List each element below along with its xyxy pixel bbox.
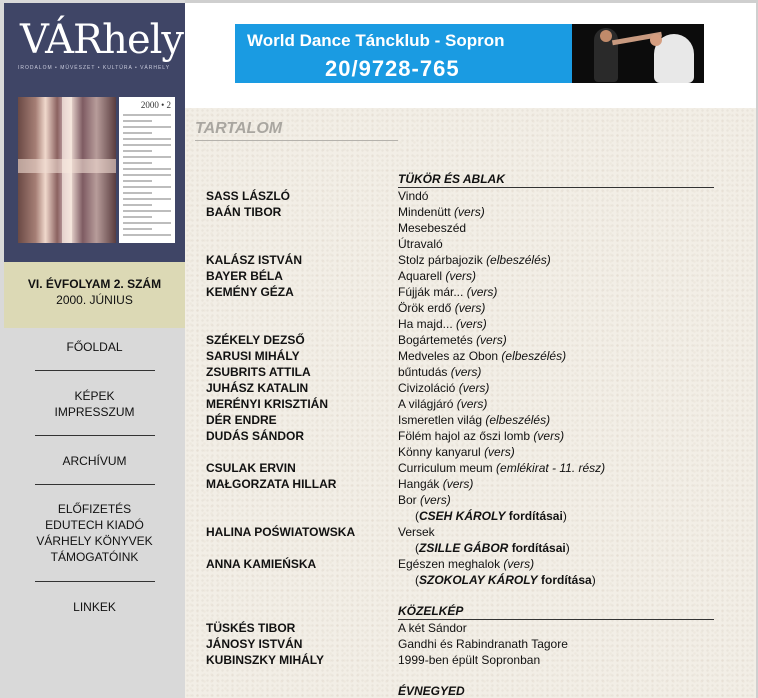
toc-author: JÁNOSY ISTVÁN: [206, 637, 303, 651]
toc-work-link[interactable]: Civizoláció (vers): [398, 381, 490, 395]
toc-heading: TARTALOM: [195, 120, 283, 137]
toc-work-link[interactable]: Curriculum meum (emlékirat - 11. rész): [398, 461, 606, 475]
toc-work-link[interactable]: Vindó: [398, 189, 429, 203]
toc-author: MERÉNYI KRISZTIÁN: [206, 397, 329, 411]
banner-title: World Dance Táncklub - Sopron: [247, 31, 505, 50]
toc-author: HALINA POŚWIATOWSKA: [206, 525, 356, 539]
toc-work-link[interactable]: Útravaló: [398, 237, 443, 251]
toc-work-link[interactable]: Ha majd... (vers): [398, 317, 487, 331]
nav-linkek[interactable]: LINKEK: [73, 600, 116, 614]
toc-work-link[interactable]: 1999-ben épült Sopronban: [398, 653, 541, 667]
toc-work-link[interactable]: Könny kanyarul (vers): [398, 445, 515, 459]
sidebar-nav: [4, 328, 185, 698]
section-rule: [398, 187, 714, 188]
toc-author: JUHÁSZ KATALIN: [206, 381, 309, 395]
dancer-woman-figure: [654, 34, 694, 83]
toc-work-link[interactable]: bűntudás (vers): [398, 365, 482, 379]
nav-fooldal[interactable]: FŐOLDAL: [66, 340, 123, 354]
section-title: KÖZELKÉP: [398, 604, 464, 618]
section-rule: [398, 619, 714, 620]
toc-work-link[interactable]: Egészen meghalok (vers): [398, 557, 535, 571]
section-title: TÜKÖR ÉS ABLAK: [398, 172, 505, 186]
sidebar: [0, 0, 185, 698]
toc-work-link[interactable]: Versek: [398, 525, 435, 539]
toc-work-link[interactable]: A világjáró (vers): [398, 397, 488, 411]
nav-divider: [35, 484, 155, 485]
nav-archivum[interactable]: ARCHÍVUM: [62, 454, 127, 468]
toc-work-link[interactable]: Mindenütt (vers): [398, 205, 485, 219]
toc-author: KUBINSZKY MIHÁLY: [206, 653, 325, 667]
nav-divider: [35, 581, 155, 582]
nav-tamogatoink[interactable]: TÁMOGATÓINK: [50, 550, 139, 564]
issue-volume: VI. ÉVFOLYAM 2. SZÁM: [27, 277, 162, 291]
banner-phone: 20/9728-765: [325, 56, 460, 81]
table-of-contents: [185, 108, 756, 698]
toc-work-link[interactable]: Medveles az Obon (elbeszélés): [398, 349, 567, 363]
toc-author: SZÉKELY DEZSŐ: [206, 333, 305, 347]
translator-credit: (CSEH KÁROLY fordításai): [415, 509, 567, 523]
nav-divider: [35, 370, 155, 371]
toc-work-link[interactable]: Fújják már... (vers): [398, 285, 498, 299]
toc-work-link[interactable]: Bor (vers): [398, 493, 451, 507]
toc-work-link[interactable]: A két Sándor: [398, 621, 467, 635]
magazine-cover[interactable]: [4, 3, 185, 262]
section-title: ÉVNEGYED: [398, 684, 465, 698]
toc-author: DÉR ENDRE: [206, 413, 277, 427]
cover-issue-number: 2000 • 2: [140, 100, 171, 110]
toc-work-link[interactable]: Mesebeszéd: [398, 221, 467, 235]
toc-author: KEMÉNY GÉZA: [206, 285, 294, 299]
toc-author: BAÁN TIBOR: [206, 205, 282, 219]
toc-author: ZSUBRITS ATTILA: [206, 365, 311, 379]
toc-work-link[interactable]: Hangák (vers): [398, 477, 474, 491]
toc-work-link[interactable]: Örök erdő (vers): [398, 301, 486, 315]
issue-date: 2000. JÚNIUS: [56, 293, 133, 307]
toc-author: DUDÁS SÁNDOR: [206, 429, 305, 443]
translator-credit: (SZOKOLAY KÁROLY fordítása): [415, 573, 596, 587]
toc-work-link[interactable]: Gandhi és Rabindranath Tagore: [398, 637, 568, 651]
nav-kepek[interactable]: KÉPEK: [74, 389, 115, 403]
nav-elofizetes[interactable]: ELŐFIZETÉS: [57, 502, 132, 516]
nav-edutech-kiado[interactable]: EDUTECH KIADÓ: [45, 518, 144, 532]
nav-divider: [35, 435, 155, 436]
toc-author: CSULAK ERVIN: [206, 461, 296, 475]
toc-author: KALÁSZ ISTVÁN: [206, 253, 302, 267]
translator-credit: (ZSILLE GÁBOR fordításai): [415, 541, 570, 555]
toc-work-link[interactable]: Bogártemetés (vers): [398, 333, 507, 347]
dancers-photo: [572, 24, 704, 83]
toc-work-link[interactable]: Ismeretlen világ (elbeszélés): [398, 413, 551, 427]
issue-info: [4, 262, 185, 328]
toc-heading-rule: [195, 140, 398, 141]
toc-work-link[interactable]: Aquarell (vers): [398, 269, 477, 283]
toc-author: SARUSI MIHÁLY: [206, 349, 300, 363]
cover-painting-image: [18, 97, 116, 243]
ad-banner[interactable]: [235, 24, 704, 83]
logo-tagline: IRODALOM • MŰVÉSZET • KULTÚRA • VÁRHELY: [18, 65, 171, 71]
toc-author: SASS LÁSZLÓ: [206, 189, 291, 203]
cover-contents-column: [119, 97, 175, 243]
toc-author: TÜSKÉS TIBOR: [206, 621, 296, 635]
nav-varhely-konyvek[interactable]: VÁRHELY KÖNYVEK: [36, 534, 153, 548]
nav-impresszum[interactable]: IMPRESSZUM: [54, 405, 135, 419]
toc-author: ANNA KAMIEŃSKA: [206, 557, 317, 571]
site-logo: VÁRhely: [20, 17, 183, 63]
toc-author: MAŁGORZATA HILLAR: [206, 477, 337, 491]
toc-work-link[interactable]: Stolz párbajozik (elbeszélés): [398, 253, 551, 267]
dancer-man-figure: [594, 28, 618, 82]
toc-author: BAYER BÉLA: [206, 269, 283, 283]
toc-work-link[interactable]: Fölém hajol az őszi lomb (vers): [398, 429, 565, 443]
